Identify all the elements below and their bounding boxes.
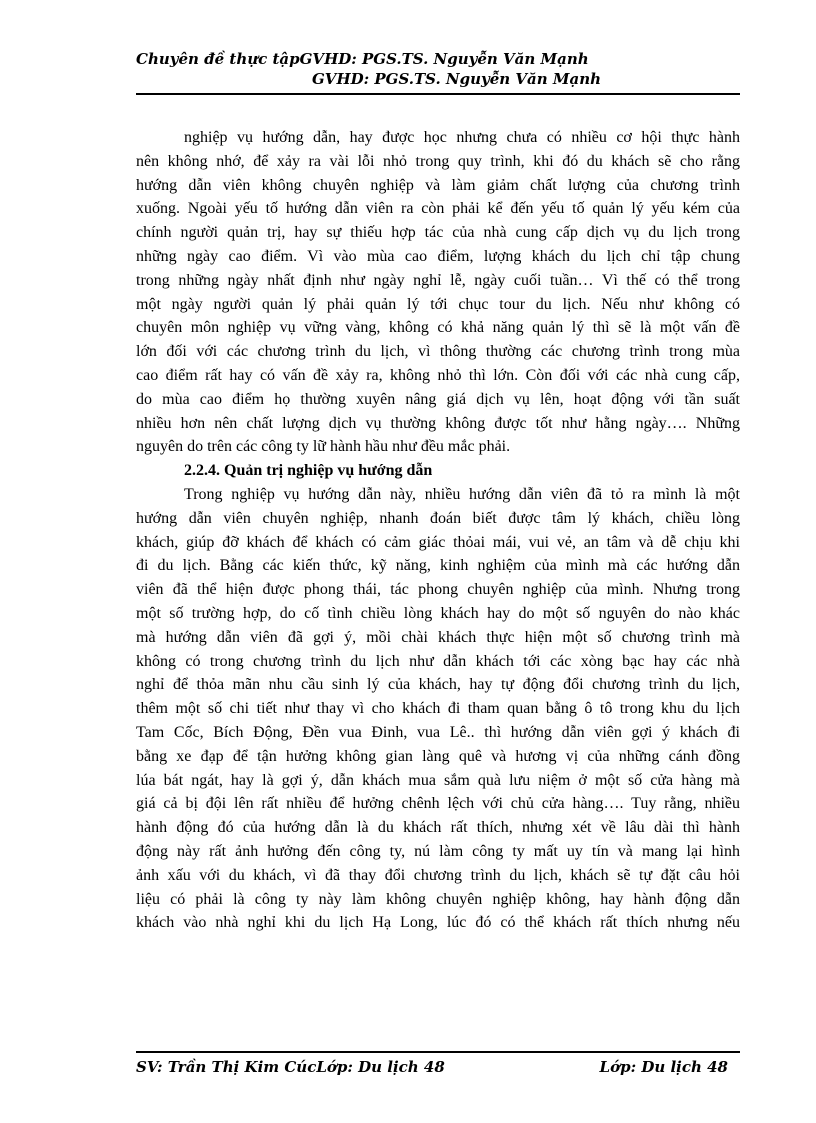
paragraph-line: một số trường hợp, do cố tình chiều lòng khách hay do một số nguyên do nào khác xyxy=(136,604,740,622)
paragraph-line: nghiệp vụ hướng dẫn, hay được học nhưng chưa có nhiều cơ hội thực hành xyxy=(184,129,740,146)
paragraph-line: nghỉ để thỏa mãn nhu cầu sinh lý của khách, hay tự động đổi chương trình du lịch, xyxy=(136,676,740,694)
paragraph-line: thêm một số chi tiết như thay vì cho khách đi tham quan bằng ô tô trong khu du lịch xyxy=(136,700,740,718)
paragraph-line: chính người quản trị, hay sự thiếu hợp tác của nhà cung cấp dịch vụ du lịch trong xyxy=(136,224,740,242)
paragraph-line: không có trong chương trình du lịch như dẫn khách tới các xòng bạc hay các nhà xyxy=(136,652,740,670)
paragraph-line: hướng dẫn viên không chuyên nghiệp và làm giảm chất lượng của chương trình xyxy=(136,176,740,194)
header-rule xyxy=(136,93,740,95)
paragraph-line: bằng xe đạp để tận hưởng không gian làng quê và hương vị của những cánh đồng xyxy=(136,747,740,765)
paragraph-line: hướng dẫn viên chuyên nghiệp, nhanh đoán biết được tâm lý khách, chiều lòng xyxy=(136,509,740,527)
footer-student: SV: Trần Thị Kim CúcLớp: Du lịch 48 xyxy=(136,1058,445,1076)
paragraph-line: một ngày người quản lý phải quản lý tới chục tour du lịch. Nếu như không có xyxy=(136,295,740,313)
document-body xyxy=(136,126,740,935)
paragraph-line: khách, giúp đỡ khách để khách có cảm giác thỏai mái, vui vẻ, an tâm và dễ chịu khi xyxy=(136,533,740,551)
header-line-2: GVHD: PGS.TS. Nguyễn Văn Mạnh xyxy=(312,70,602,88)
paragraph-line: những ngày cao điểm. Vì vào mùa cao điểm, lượng khách du lịch chỉ tập chung xyxy=(136,247,740,265)
paragraph-line: nên không nhớ, để xảy ra vài lỗi nhỏ trong quy trình, khi đó du khách sẽ cho rằng xyxy=(136,152,740,170)
paragraph-line: hành động đó của hướng dẫn là du khách rất thích, nhưng xét về lâu dài thì hành xyxy=(136,819,740,837)
paragraph-line: chuyên môn nghiệp vụ vững vàng, không có khả năng quản lý thì sẽ là một vấn đề xyxy=(136,319,740,337)
section-heading: 2.2.4. Quản trị nghiệp vụ hướng dẫn xyxy=(184,462,433,480)
paragraph-line: viên đã thể hiện được phong thái, tác phong chuyên nghiệp của mình. Nhưng trong xyxy=(136,581,740,599)
header-line-1: Chuyên đề thực tậpGVHD: PGS.TS. Nguyễn Văn Mạnh xyxy=(136,50,589,68)
paragraph-line: nhiều hơn nên chất lượng dịch vụ thường không được tốt như hằng ngày…. Những xyxy=(136,414,740,432)
page-footer xyxy=(136,1056,740,1080)
paragraph-line: Tam Cốc, Bích Động, Đền vua Đinh, vua Lê.. thì hướng dẫn viên gợi ý khách đi xyxy=(136,723,740,741)
paragraph-line: ảnh xấu với du khách, vì đã thay đổi chương trình du lịch, khách sẽ tự đặt câu hỏi xyxy=(136,866,740,884)
paragraph-line: đi du lịch. Bằng các kiến thức, kỹ năng, kinh nghiệm của mình mà các hướng dẫn xyxy=(136,557,740,575)
footer-rule xyxy=(136,1051,740,1053)
paragraph-line: lớn đối với các chương trình du lịch, vì thông thường các chương trình trong mùa xyxy=(136,343,740,361)
paragraph-line: liệu có phải là công ty này làm không chuyên nghiệp không, hay hành động dẫn xyxy=(136,890,740,908)
paragraph-line: mà hướng dẫn viên đã gợi ý, mồi chài khách thực hiện một số chương trình mà xyxy=(136,628,740,646)
paragraph-line: động này rất ảnh hưởng đến công ty, nú làm công ty mất uy tín và mang lại hình xyxy=(136,842,740,860)
footer-class: Lớp: Du lịch 48 xyxy=(599,1058,728,1076)
paragraph-line: do mùa cao điểm họ thường xuyên nâng giá dịch vụ lên, hoạt động với tần suất xyxy=(136,390,740,408)
paragraph-line: nguyên do trên các công ty lữ hành hầu như đều mắc phải. xyxy=(136,438,511,456)
paragraph-line: lúa bát ngát, hay là gợi ý, dẫn khách mua sắm quà lưu niệm ở một số cửa hàng mà xyxy=(136,771,740,789)
paragraph-line: giá cả bị đội lên rất nhiều để hưởng chênh lệch với chủ cửa hàng…. Tuy rằng, nhiều xyxy=(136,795,740,813)
paragraph-line: Trong nghiệp vụ hướng dẫn này, nhiều hướng dẫn viên đã tỏ ra mình là một xyxy=(184,485,740,503)
paragraph-line: khách vào nhà nghỉ khi du lịch Hạ Long, lúc đó có thể khách rất thích nhưng nếu xyxy=(136,914,740,932)
paragraph-line: trong những ngày nhất định như ngày nghỉ lễ, ngày cuối tuần… Vì thế có thể trong xyxy=(136,271,740,289)
paragraph-line: cao điểm rất hay có vấn đề xảy ra, không nhỏ thì lớn. Còn đối với các nhà cung cấp, xyxy=(136,366,740,384)
page-header xyxy=(136,48,740,93)
paragraph-line: xuống. Ngoài yếu tố hướng dẫn viên ra còn phải kể đến yếu tố quản lý yếu kém của xyxy=(136,200,740,218)
